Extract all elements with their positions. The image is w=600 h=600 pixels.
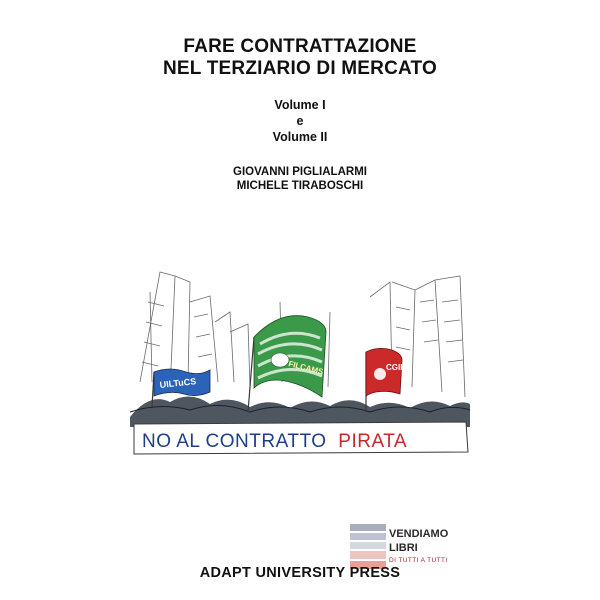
authors	[0, 165, 600, 193]
volume-line-2: e	[296, 114, 304, 128]
protest-banner	[134, 422, 468, 454]
watermark-line-2: LIBRI	[389, 542, 418, 554]
svg-text:NO AL CONTRATTO PIRATA	[142, 431, 407, 452]
book-title	[0, 36, 600, 80]
title-line-1: FARE CONTRATTAZIONE	[183, 36, 417, 57]
banner-text-part1: NO AL CONTRATTO	[142, 431, 327, 452]
flag-right	[366, 348, 405, 412]
volume-line-3: Volume II	[272, 130, 328, 144]
author-2: MICHELE TIRABOSCHI	[236, 180, 364, 192]
watermark-line-1: VENDIAMO	[389, 528, 449, 540]
publisher: ADAPT UNIVERSITY PRESS	[199, 565, 401, 581]
cover-illustration	[130, 262, 470, 462]
flag-middle-label: FILCAMS	[287, 359, 325, 377]
watermark-line-3: DI TUTTI A TUTTI	[389, 557, 448, 564]
banner-text-part2: PIRATA	[338, 431, 408, 452]
flag-right-label: CGIL	[386, 363, 406, 372]
title-line-2: NEL TERZIARIO DI MERCATO	[163, 58, 437, 79]
flag-middle	[248, 316, 326, 412]
flag-left-label: UILTuCS	[159, 376, 197, 390]
volume-line-1: Volume I	[274, 98, 326, 112]
author-1: GIOVANNI PIGLIALARMI	[233, 166, 367, 178]
